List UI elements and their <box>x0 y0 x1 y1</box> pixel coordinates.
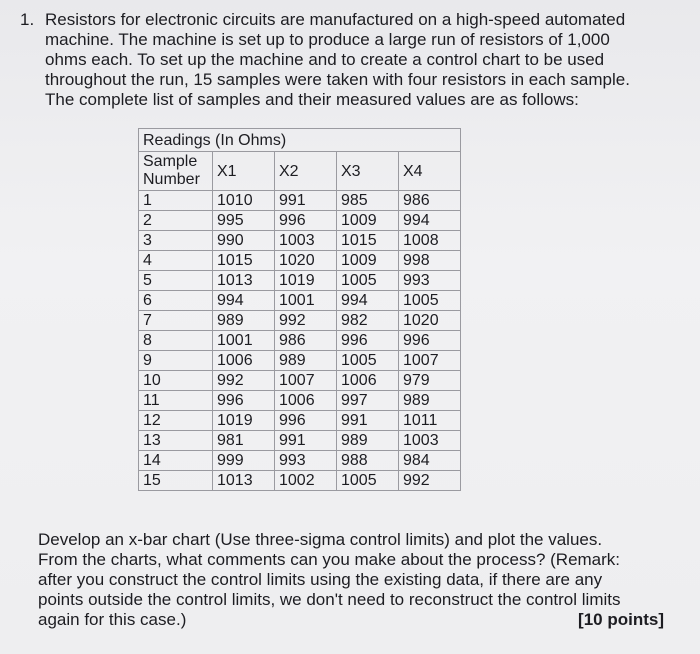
x1-cell: 992 <box>213 371 275 391</box>
x1-cell: 999 <box>213 451 275 471</box>
x2-cell: 992 <box>275 311 337 331</box>
sample-cell: 9 <box>139 351 213 371</box>
task-line: after you construct the control limits using the existing data, if there are any <box>38 570 603 589</box>
sample-cell: 10 <box>139 371 213 391</box>
x3-cell: 1015 <box>337 231 399 251</box>
x3-cell: 997 <box>337 391 399 411</box>
sample-cell: 13 <box>139 431 213 451</box>
task-line: Develop an x-bar chart (Use three-sigma control limits) and plot the values. <box>38 530 603 549</box>
x1-cell: 1010 <box>213 191 275 211</box>
x1-cell: 1013 <box>213 271 275 291</box>
table-row <box>139 331 461 351</box>
table-row <box>139 231 461 251</box>
x3-cell: 989 <box>337 431 399 451</box>
task-last-line-text: again for this case.) <box>38 610 187 629</box>
x2-cell: 1019 <box>275 271 337 291</box>
x2-cell: 986 <box>275 331 337 351</box>
task-line: From the charts, what comments can you make about the process? (Remark: <box>38 550 621 569</box>
table-row <box>139 211 461 231</box>
x1-cell: 1001 <box>213 331 275 351</box>
intro-line: ohms each. To set up the machine and to create a control chart to be used <box>45 50 605 69</box>
x1-cell: 1013 <box>213 471 275 491</box>
x2-cell: 989 <box>275 351 337 371</box>
x3-cell: 1005 <box>337 471 399 491</box>
x1-cell: 995 <box>213 211 275 231</box>
readings-table <box>138 128 461 491</box>
x4-cell: 984 <box>399 451 461 471</box>
x4-cell: 996 <box>399 331 461 351</box>
column-header-x4: X4 <box>399 152 461 191</box>
table-header-row <box>139 152 461 191</box>
x1-cell: 996 <box>213 391 275 411</box>
x3-cell: 1006 <box>337 371 399 391</box>
x1-cell: 1019 <box>213 411 275 431</box>
table-row <box>139 291 461 311</box>
x2-cell: 991 <box>275 191 337 211</box>
x1-cell: 1006 <box>213 351 275 371</box>
sample-number-header <box>139 152 213 191</box>
task-line: points outside the control limits, we don't need to reconstruct the control limits <box>38 590 621 609</box>
x2-cell: 1020 <box>275 251 337 271</box>
table-row <box>139 451 461 471</box>
x4-cell: 986 <box>399 191 461 211</box>
sample-cell: 5 <box>139 271 213 291</box>
x4-cell: 1008 <box>399 231 461 251</box>
x4-cell: 1007 <box>399 351 461 371</box>
table-group-header-row <box>139 129 461 152</box>
intro-line: throughout the run, 15 samples were taken with four resistors in each sample. <box>45 70 630 89</box>
sample-cell: 8 <box>139 331 213 351</box>
x3-cell: 982 <box>337 311 399 331</box>
x4-cell: 994 <box>399 211 461 231</box>
sample-cell: 6 <box>139 291 213 311</box>
points-value: [10 points] <box>578 610 664 629</box>
x2-cell: 993 <box>275 451 337 471</box>
column-header-x2: X2 <box>275 152 337 191</box>
x3-cell: 1009 <box>337 211 399 231</box>
column-header-x1: X1 <box>213 152 275 191</box>
task-instructions <box>38 530 678 630</box>
x3-cell: 985 <box>337 191 399 211</box>
x3-cell: 1009 <box>337 251 399 271</box>
sample-cell: 12 <box>139 411 213 431</box>
x4-cell: 1003 <box>399 431 461 451</box>
x2-cell: 1002 <box>275 471 337 491</box>
x3-cell: 994 <box>337 291 399 311</box>
sample-cell: 14 <box>139 451 213 471</box>
x4-cell: 1020 <box>399 311 461 331</box>
sample-cell: 11 <box>139 391 213 411</box>
x4-cell: 998 <box>399 251 461 271</box>
sample-header-line1: Sample <box>143 153 198 170</box>
task-last-line <box>38 610 678 630</box>
x4-cell: 979 <box>399 371 461 391</box>
x2-cell: 996 <box>275 411 337 431</box>
x2-cell: 1006 <box>275 391 337 411</box>
x4-cell: 1011 <box>399 411 461 431</box>
x3-cell: 1005 <box>337 271 399 291</box>
x1-cell: 990 <box>213 231 275 251</box>
question-number: 1. <box>20 10 35 29</box>
table-row <box>139 191 461 211</box>
table-row <box>139 431 461 451</box>
x3-cell: 991 <box>337 411 399 431</box>
sample-cell: 15 <box>139 471 213 491</box>
intro-line: Resistors for electronic circuits are manufactured on a high-speed automated <box>45 10 626 29</box>
x2-cell: 1007 <box>275 371 337 391</box>
x3-cell: 996 <box>337 331 399 351</box>
intro-line: The complete list of samples and their measured values are as follows: <box>45 90 579 109</box>
x4-cell: 1005 <box>399 291 461 311</box>
x4-cell: 989 <box>399 391 461 411</box>
x2-cell: 1003 <box>275 231 337 251</box>
x1-cell: 981 <box>213 431 275 451</box>
table-row <box>139 471 461 491</box>
column-header-x3: X3 <box>337 152 399 191</box>
intro-line: machine. The machine is set up to produce a large run of resistors of 1,000 <box>45 30 610 49</box>
sample-cell: 3 <box>139 231 213 251</box>
sample-cell: 1 <box>139 191 213 211</box>
table-row <box>139 411 461 431</box>
x1-cell: 1015 <box>213 251 275 271</box>
table-row <box>139 311 461 331</box>
x3-cell: 1005 <box>337 351 399 371</box>
x3-cell: 988 <box>337 451 399 471</box>
table-row <box>139 251 461 271</box>
table-row <box>139 391 461 411</box>
table-row <box>139 351 461 371</box>
sample-cell: 2 <box>139 211 213 231</box>
table-row <box>139 271 461 291</box>
x1-cell: 989 <box>213 311 275 331</box>
sample-header-line2: Number <box>143 171 200 188</box>
x1-cell: 994 <box>213 291 275 311</box>
x4-cell: 993 <box>399 271 461 291</box>
sample-cell: 4 <box>139 251 213 271</box>
x2-cell: 991 <box>275 431 337 451</box>
question-intro <box>45 10 665 110</box>
x2-cell: 1001 <box>275 291 337 311</box>
readings-group-header: Readings (In Ohms) <box>139 129 461 152</box>
x2-cell: 996 <box>275 211 337 231</box>
x4-cell: 992 <box>399 471 461 491</box>
sample-cell: 7 <box>139 311 213 331</box>
table-row <box>139 371 461 391</box>
